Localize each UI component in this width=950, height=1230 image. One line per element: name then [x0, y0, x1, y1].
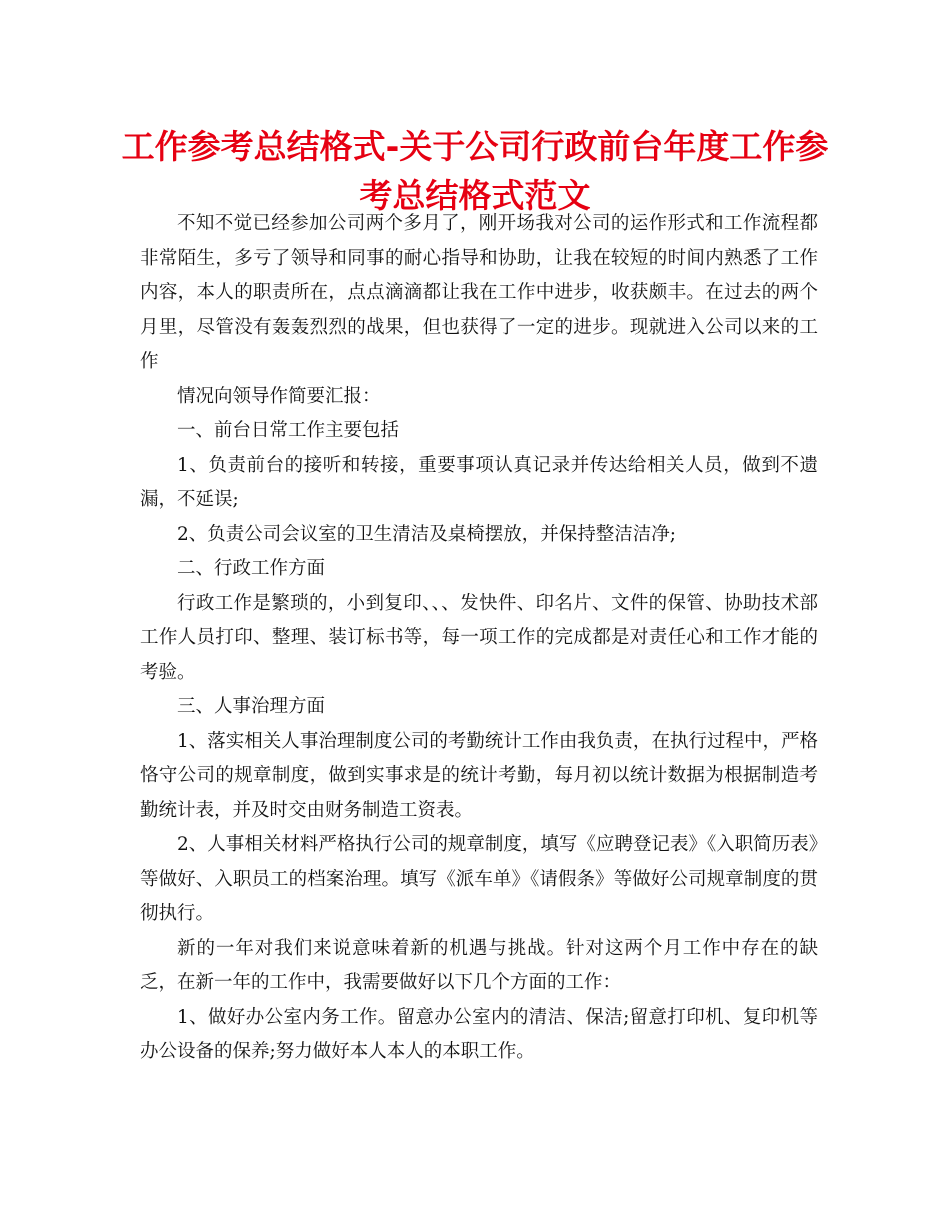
- paragraph: 1、负责前台的接听和转接，重要事项认真记录并传达给相关人员，做到不遗漏，不延误;: [140, 454, 818, 510]
- section-heading: 一、前台日常工作主要包括: [177, 420, 400, 441]
- section-heading: 二、行政工作方面: [177, 558, 326, 579]
- document-title: 工作参考总结格式-关于公司行政前台年度工作参考总结格式范文: [121, 127, 829, 215]
- paragraph: 2、人事相关材料严格执行公司的规章制度，填写《应聘登记表》《入职简历表》等做好、入职员工的档案治理。填写《派车单》《请假条》等做好公司规章制度的贯彻执行。: [140, 834, 818, 924]
- section-heading: 三、人事治理方面: [177, 696, 326, 717]
- paragraph: 2、负责公司会议室的卫生清洁及桌椅摆放，并保持整洁洁净;: [177, 523, 677, 545]
- paragraph: 新的一年对我们来说意味着新的机遇与挑战。针对这两个月工作中存在的缺乏，在新一年的工作中，我需要做好以下几个方面的工作：: [140, 937, 818, 993]
- paragraph: 不知不觉已经参加公司两个多月了，刚开场我对公司的运作形式和工作流程都非常陌生，多亏了领导和同事的耐心指导和协助，让我在较短的时间内熟悉了工作内容，本人的职责所在，点点滴滴都让我在工作中进步，收获颇丰。在过去的两个月里，尽管没有轰轰烈烈的战果，但也获得了一定的进步。现就进入公司以来的工作: [140, 213, 818, 372]
- paragraph: 情况向领导作简要汇报：: [177, 385, 381, 407]
- document-body: [140, 207, 818, 1070]
- paragraph: 1、做好办公室内务工作。留意办公室内的清洁、保洁;留意打印机、复印机等办公设备的保养;努力做好本人本人的本职工作。: [140, 1006, 818, 1062]
- paragraph: 1、落实相关人事治理制度公司的考勤统计工作由我负责，在执行过程中，严格恪守公司的规章制度，做到实事求是的统计考勤，每月初以统计数据为根据制造考勤统计表，并及时交由财务制造工资表。: [140, 730, 818, 821]
- paragraph: 行政工作是繁琐的，小到复印、、、发快件、印名片、文件的保管、协助技术部工作人员打印、整理、装订标书等，每一项工作的完成都是对责任心和工作才能的考验。: [140, 592, 818, 683]
